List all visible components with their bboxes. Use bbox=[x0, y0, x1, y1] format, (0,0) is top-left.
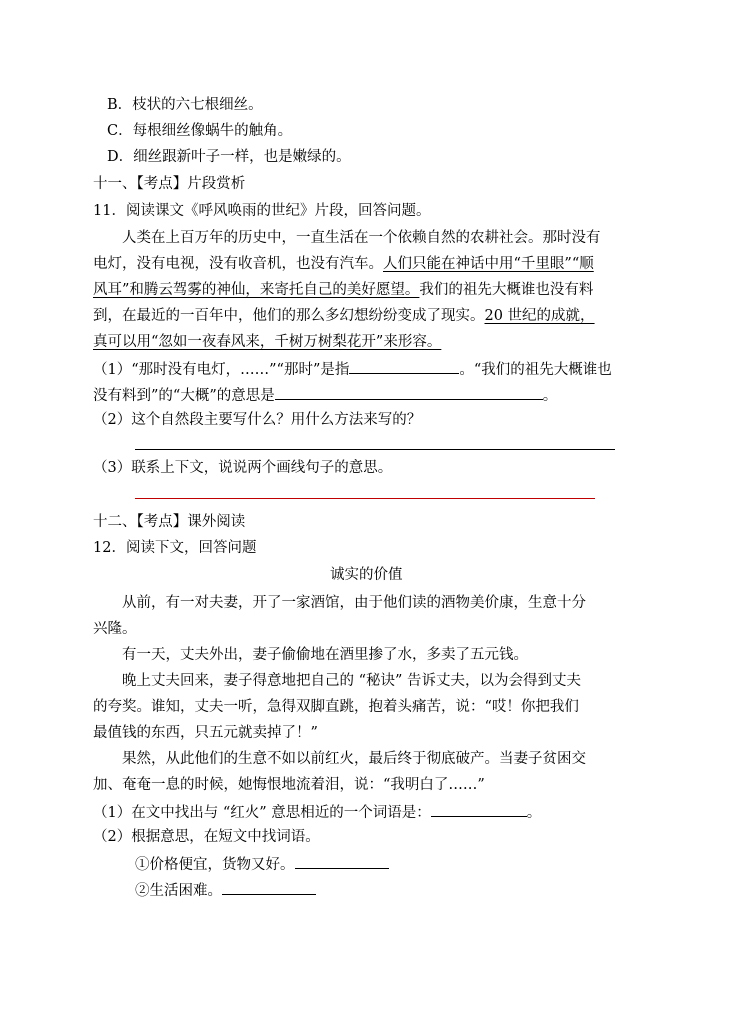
answer-blank[interactable] bbox=[431, 801, 527, 817]
question-text: 。“我们的祖先大概谁也 bbox=[459, 362, 612, 378]
story-paragraph-3-cont: 最值钱的东西，只五元就卖掉了！” bbox=[93, 725, 318, 741]
question-text: 。 bbox=[542, 388, 558, 404]
story-paragraph-1: 从前，有一对夫妻，开了一家酒馆，由于他们读的酒物美价康，生意十分 bbox=[122, 595, 586, 611]
passage-text: 到，在最近的一百年中，他们的那么多幻想纷纷变成了现实。 bbox=[93, 308, 485, 324]
passage-line-5 bbox=[93, 332, 441, 352]
section-12-heading: 十二、【考点】课外阅读 bbox=[93, 514, 246, 530]
story-paragraph-1-cont: 兴隆。 bbox=[93, 621, 137, 637]
answer-line[interactable] bbox=[135, 449, 615, 450]
passage-line-3 bbox=[93, 280, 593, 300]
option-d: D．细丝跟新叶子一样，也是嫩绿的。 bbox=[107, 149, 351, 165]
passage-text: 我们的祖先大概谁也没有料 bbox=[419, 282, 594, 298]
question-text: （1）在文中找出与 “红火” 意思相近的一个词语是： bbox=[93, 805, 431, 821]
question-11-prompt: 11．阅读课文《呼风唤雨的世纪》片段，回答问题。 bbox=[93, 203, 431, 219]
question-12-1 bbox=[93, 801, 541, 821]
story-paragraph-3-cont: 的夸奖。谁知，丈夫一听，急得双脚直跳，抱着头痛苦，说：“哎！你把我们 bbox=[93, 699, 579, 715]
story-paragraph-3: 晚上丈夫回来，妻子得意地把自己的 “秘诀” 告诉丈夫，以为会得到丈夫 bbox=[122, 673, 582, 689]
option-b: B．枝状的六七根细丝。 bbox=[107, 97, 263, 113]
question-11-1-line-1 bbox=[93, 358, 612, 378]
question-text: 没有料到”的“大概”的意思是 bbox=[93, 388, 275, 404]
question-12-prompt: 12．阅读下文，回答问题 bbox=[93, 540, 257, 556]
section-11-heading: 十一、【考点】片段赏析 bbox=[93, 176, 246, 192]
question-11-1-line-2 bbox=[93, 384, 557, 404]
underlined-sentence-1: 人们只能在神话中用“千里眼”“顺 bbox=[383, 256, 594, 272]
underlined-sentence-2: 20 世纪的成就， bbox=[484, 308, 595, 324]
question-text: （1）“那时没有电灯，……”“那时”是指 bbox=[93, 362, 350, 378]
story-paragraph-4: 果然，从此他们的生意不如以前红火，最后终于彻底破产。当妻子贫困交 bbox=[122, 751, 586, 767]
question-12-2: （2）根据意思，在短文中找词语。 bbox=[93, 829, 320, 845]
answer-line[interactable] bbox=[135, 498, 595, 499]
answer-blank[interactable] bbox=[222, 879, 316, 895]
passage-line-2 bbox=[93, 254, 594, 274]
question-12-2-item-1 bbox=[135, 853, 389, 873]
story-paragraph-4-cont: 加、奄奄一息的时候，她悔恨地流着泪，说：“我明白了……” bbox=[93, 777, 485, 793]
underlined-sentence-2-end: 真可以用“忽如一夜春风来，千树万树梨花开”来形容。 bbox=[93, 334, 442, 350]
question-text: ①价格便宜，货物又好。 bbox=[135, 857, 295, 873]
passage-text: 电灯，没有电视，没有收音机，也没有汽车。 bbox=[93, 256, 383, 272]
passage-line-1: 人类在上百万年的历史中，一直生活在一个依赖自然的农耕社会。那时没有 bbox=[122, 230, 601, 246]
question-12-2-item-2 bbox=[135, 879, 316, 899]
answer-blank[interactable] bbox=[349, 358, 459, 374]
story-paragraph-2: 有一天，丈夫外出，妻子偷偷地在酒里掺了水，多卖了五元钱。 bbox=[122, 647, 528, 663]
passage-line-4 bbox=[93, 306, 595, 326]
question-11-3: （3）联系上下文，说说两个画线句子的意思。 bbox=[93, 460, 393, 476]
answer-blank[interactable] bbox=[275, 384, 543, 400]
option-c: C．每根细丝像蜗牛的触角。 bbox=[107, 123, 293, 139]
question-11-2: （2）这个自然段主要写什么？用什么方法来写的？ bbox=[93, 412, 422, 428]
story-title: 诚实的价值 bbox=[330, 567, 403, 583]
question-text: ②生活困难。 bbox=[135, 883, 222, 899]
question-text: 。 bbox=[526, 805, 542, 821]
underlined-sentence-1-end: 风耳”和腾云驾雾的神仙，来寄托自己的美好愿望。 bbox=[93, 282, 420, 298]
answer-blank[interactable] bbox=[295, 853, 389, 869]
